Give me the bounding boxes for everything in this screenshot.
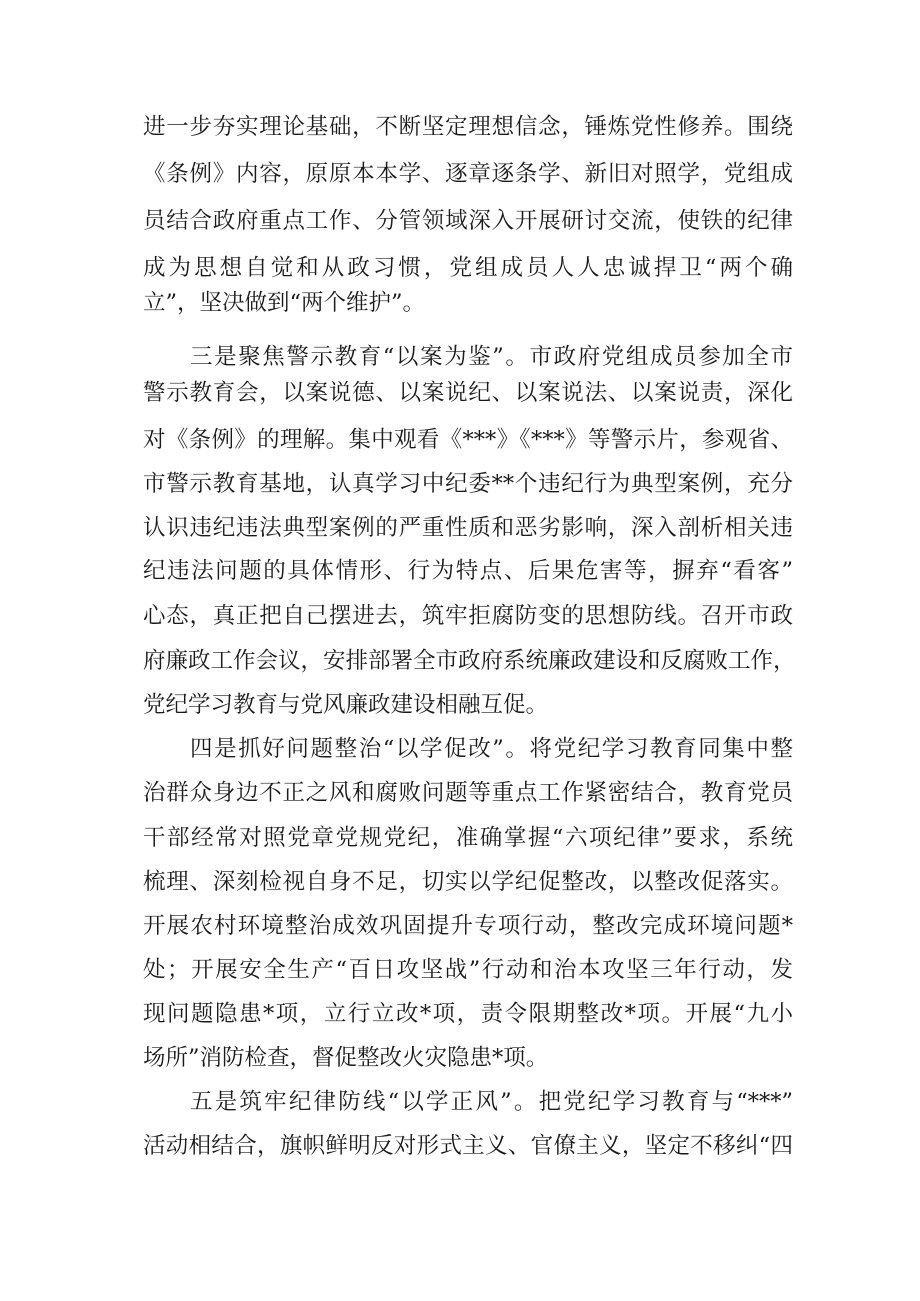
paragraph-first-line: 五是筑牢纪律防线“以学正风”。把党纪学习教育与“***” xyxy=(190,1089,793,1115)
text-line: 府廉政工作会议，安排部署全市政府系统廉政建设和反腐败工作， xyxy=(143,648,796,674)
text-line: 《条例》内容，原原本本学、逐章逐条学、新旧对照学，党组成 xyxy=(143,161,793,187)
text-line: 心态，真正把自己摆进去，筑牢拒腐防变的思想防线。召开市政 xyxy=(143,603,793,629)
paragraph-first-line: 三是聚焦警示教育“以案为鉴”。市政府党组成员参加全市 xyxy=(190,344,793,370)
text-line: 党纪学习教育与党风廉政建设相融互促。 xyxy=(143,692,549,718)
text-line: 进一步夯实理论基础，不断坚定理想信念，锤炼党性修养。围绕 xyxy=(143,114,793,140)
text-line: 治群众身边不正之风和腐败问题等重点工作紧密结合，教育党员 xyxy=(143,780,793,806)
text-line: 干部经常对照党章党规党纪，准确掌握“六项纪律”要求，系统 xyxy=(143,825,793,851)
text-line: 现问题隐患*项，立行立改*项，责令限期整改*项。开展“九小 xyxy=(143,1001,793,1027)
text-line: 市警示教育基地，认真学习中纪委**个违纪行为典型案例，充分 xyxy=(143,471,793,497)
text-line: 开展农村环境整治成效巩固提升专项行动，整改完成环境问题* xyxy=(143,913,793,939)
text-line: 认识违纪违法典型案例的严重性质和恶劣影响，深入剖析相关违 xyxy=(143,515,793,541)
text-line: 场所”消防检查，督促整改火灾隐患*项。 xyxy=(143,1045,549,1071)
text-line: 警示教育会，以案说德、以案说纪、以案说法、以案说责，深化 xyxy=(143,380,793,406)
text-line: 处；开展安全生产“百日攻坚战”行动和治本攻坚三年行动，发 xyxy=(143,957,793,983)
paragraph-first-line: 四是抓好问题整治“以学促改”。将党纪学习教育同集中整 xyxy=(190,736,793,762)
text-line: 立”，坚决做到“两个维护”。 xyxy=(143,290,426,316)
text-line: 对《条例》的理解。集中观看《***》《***》等警示片，参观省、 xyxy=(143,427,793,453)
text-line: 员结合政府重点工作、分管领域深入开展研讨交流，使铁的纪律 xyxy=(143,208,793,234)
text-line: 纪违法问题的具体情形、行为特点、后果危害等，摒弃“看客” xyxy=(143,558,793,584)
text-line: 成为思想自觉和从政习惯，党组成员人人忠诚捍卫“两个确 xyxy=(143,255,793,281)
text-line: 梳理、深刻检视自身不足，切实以学纪促整改，以整改促落实。 xyxy=(143,869,793,895)
text-line: 活动相结合，旗帜鲜明反对形式主义、官僚主义，坚定不移纠“四 xyxy=(143,1133,793,1159)
